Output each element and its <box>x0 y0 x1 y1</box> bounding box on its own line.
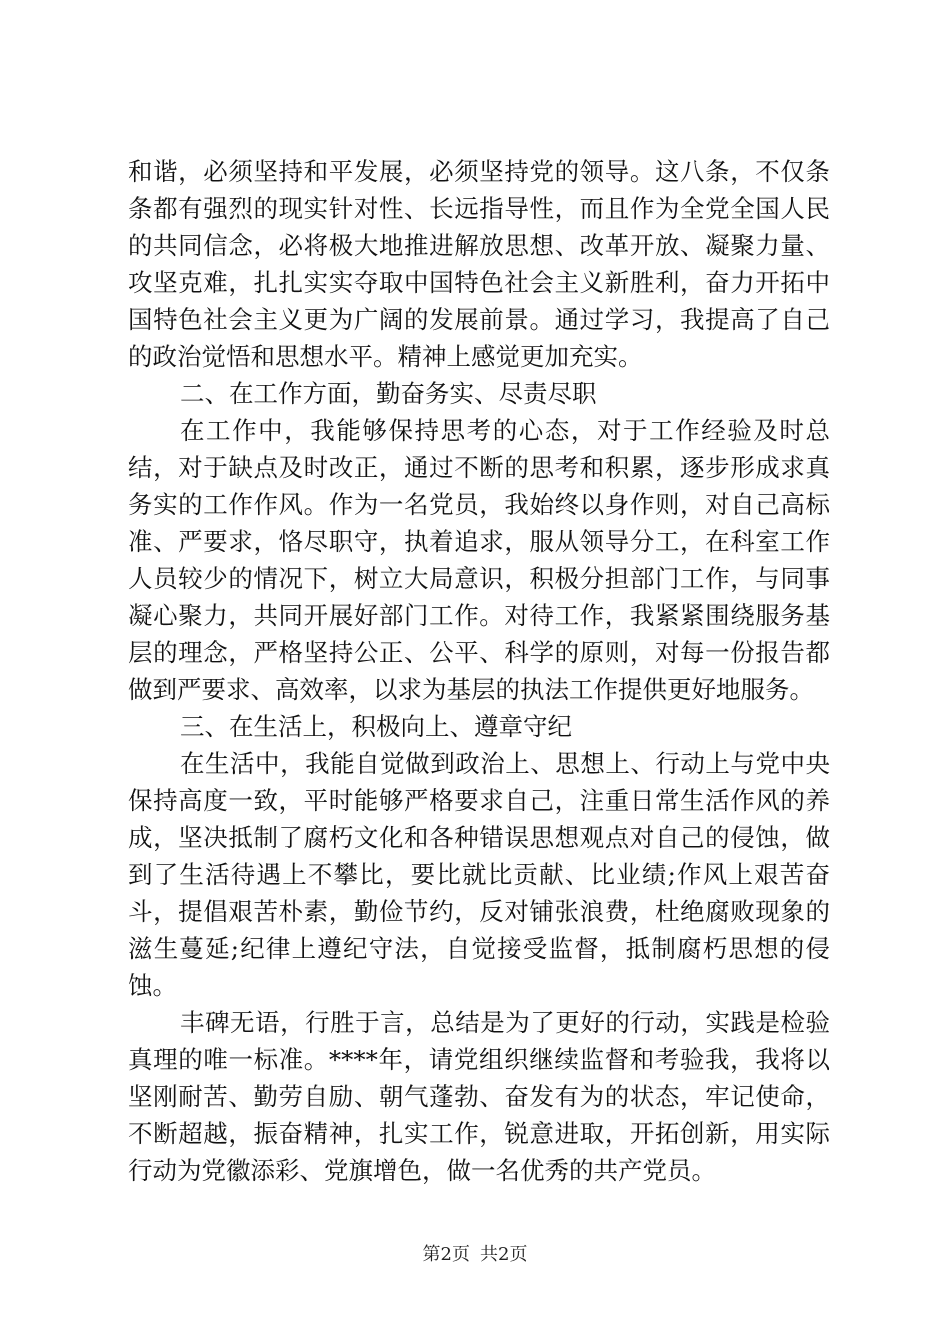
page-total: 共2页 <box>480 1244 528 1265</box>
page-number: 第2页 <box>422 1244 470 1265</box>
paragraph-life: 在生活中，我能自觉做到政治上、思想上、行动上与党中央保持高度一致，平时能够严格要求自己，注重日常生活作风的养成，坚决抵制了腐朽文化和各种错误思想观点对自己的侵蚀，做到了生活待遇上不攀比，要比就比贡献、比业绩;作风上艰苦奋斗，提倡艰苦朴素，勤俭节约，反对铺张浪费，杜绝腐败现象的滋生蔓延;纪律上遵纪守法，自觉接受监督，抵制腐朽思想的侵蚀。 <box>128 749 830 1000</box>
section-heading-life: 三、在生活上，积极向上、遵章守纪 <box>180 712 572 741</box>
paragraph-continued: 和谐，必须坚持和平发展，必须坚持党的领导。这八条，不仅条条都有强烈的现实针对性、长远指导性，而且作为全党全国人民的共同信念，必将极大地推进解放思想、改革开放、凝聚力量、攻坚克难，扎扎实实夺取中国特色社会主义新胜利，奋力开拓中国特色社会主义更为广阔的发展前景。通过学习，我提高了自己的政治觉悟和思想水平。精神上感觉更加充实。 <box>128 157 830 371</box>
document-body <box>128 153 830 1189</box>
paragraph-conclusion: 丰碑无语，行胜于言，总结是为了更好的行动，实践是检验真理的唯一标准。****年，请党组织继续监督和考验我，我将以坚刚耐苦、勤劳自励、朝气蓬勃、奋发有为的状态，牢记使命，不断超越，振奋精神，扎实工作，锐意进取，开拓创新，用实际行动为党徽添彩、党旗增色，做一名优秀的共产党员。 <box>128 1008 830 1185</box>
page-footer <box>0 1243 950 1267</box>
paragraph-work: 在工作中，我能够保持思考的心态，对于工作经验及时总结，对于缺点及时改正，通过不断的思考和积累，逐步形成求真务实的工作作风。作为一名党员，我始终以身作则，对自己高标准、严要求，恪尽职守，执着追求，服从领导分工，在科室工作人员较少的情况下，树立大局意识，积极分担部门工作，与同事凝心聚力，共同开展好部门工作。对待工作，我紧紧围绕服务基层的理念，严格坚持公正、公平、科学的原则，对每一份报告都做到严要求、高效率，以求为基层的执法工作提供更好地服务。 <box>128 416 830 704</box>
section-heading-work: 二、在工作方面，勤奋务实、尽责尽职 <box>180 379 597 408</box>
